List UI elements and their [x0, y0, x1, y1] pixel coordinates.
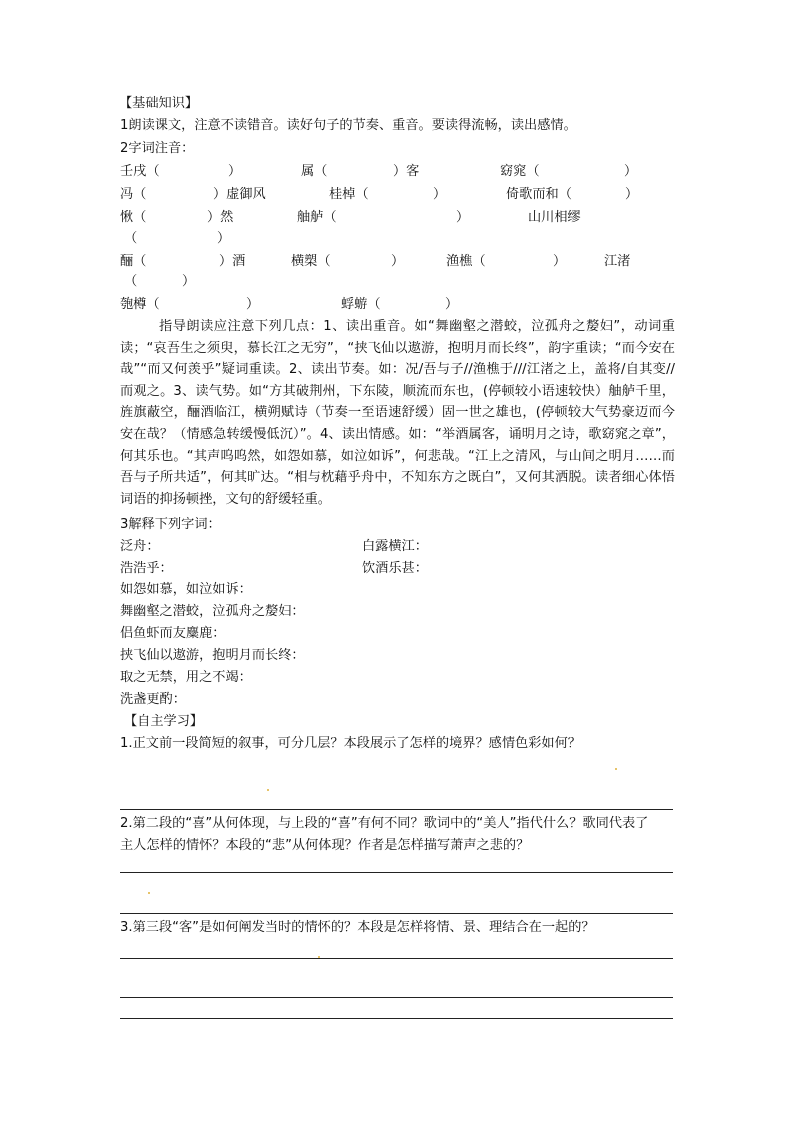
phonetic-blank: ） — [182, 274, 196, 289]
instruction-phonetic: 2字词注音： — [120, 141, 195, 156]
instruction-explain: 3解释下列字词： — [120, 517, 221, 532]
phonetic-blank: （ — [124, 274, 138, 289]
phonetic-item: ）酒 — [219, 254, 246, 269]
explain-term: 浩浩乎： — [120, 561, 173, 576]
section-heading-basic: 【基础知识】 — [119, 96, 199, 111]
explain-term: 白露横江： — [362, 539, 428, 554]
phonetic-item: 冯（ — [120, 187, 147, 202]
phonetic-item: 酾（ — [120, 254, 147, 269]
phonetic-item: 江渚 — [604, 254, 631, 269]
phonetic-item: 舳舻（ — [297, 210, 337, 225]
phonetic-blank: ） — [246, 297, 260, 312]
phonetic-item: 蜉蝣（ — [341, 297, 381, 312]
phonetic-item: 愀（ — [120, 210, 147, 225]
explain-term: 挟飞仙以遨游，抱明月而长终： — [120, 648, 305, 663]
answer-line — [120, 809, 673, 810]
phonetic-item: 横槊（ — [291, 254, 331, 269]
explain-term: 洗盏更酌： — [120, 692, 186, 707]
speck — [267, 789, 269, 791]
phonetic-item: 匏樽（ — [120, 297, 160, 312]
phonetic-item: 窈窕（ — [500, 164, 540, 179]
phonetic-blank: ） — [391, 254, 405, 269]
question-3: 3.第三段“客”是如何阐发当时的情怀的？本段是怎样将情、景、理结合在一起的？ — [120, 920, 595, 935]
instruction-reading: 1朗读课文，注意不读错音。读好句子的节奏、重音。要读得流畅，读出感情。 — [120, 118, 577, 133]
phonetic-blank: ） — [624, 164, 638, 179]
question-2: 2.第二段的“喜”从何体现，与上段的“喜”有何不同？歌词中的“美人”指代什么？歌同代表了 — [120, 816, 649, 831]
explain-term: 饮酒乐甚： — [362, 561, 428, 576]
phonetic-blank: ） — [228, 164, 242, 179]
phonetic-blank: ） — [625, 187, 639, 202]
question-1: 1.正文前一段简短的叙事，可分几层？本段展示了怎样的境界？感情色彩如何？ — [120, 736, 581, 751]
answer-line — [120, 913, 673, 914]
phonetic-item: 壬戌（ — [120, 164, 160, 179]
answer-line — [120, 872, 673, 873]
phonetic-item: 山川相缪 — [528, 210, 581, 225]
phonetic-item: 倚歌而和（ — [506, 187, 572, 202]
section-heading-self-study: 【自主学习】 — [124, 714, 204, 729]
phonetic-item: 桂棹（ — [329, 187, 369, 202]
answer-line — [120, 958, 673, 959]
phonetic-blank: ） — [217, 231, 231, 246]
phonetic-item: 属（ — [301, 164, 328, 179]
phonetic-item: ）客 — [393, 164, 420, 179]
explain-term: 侣鱼虾而友麋鹿： — [120, 626, 226, 641]
phonetic-blank: ） — [456, 210, 470, 225]
reading-guide-paragraph: 指导朗读应注意下列几点：1、读出重音。如“舞幽壑之潜蛟，泣孤舟之嫠妇”，动词重读；“哀吾生之须臾，慕长江之无穷”，“挟飞仙以遨游，抱明月而长终”，韵字重读；“而今安在哉”“而又何羡乎”疑词重读。2、读出节奏。如：况/吾与子//渔樵于///江渚之上，盖将/自其变//而观之。3、读气势。如“方其破荆州，下东陵，顺流而东也，(停顿较小语速较快）舳舻千里，旌旗蔽空，酾酒临江，横朔赋诗（节奏一至语速舒缓）固一世之雄也，(停顿较大气势豪迈而今安在哉？（情感急转缓慢低沉）”。4、读出情感。如：“举酒属客，诵明月之诗，歌窈窕之章”，何其乐也。“其声呜呜然，如怨如慕，如泣如诉”，何悲哉。“江上之清风，与山间之明月……而吾与子所共适”，何其旷达。“相与枕藉乎舟中，不知东方之既白”，又何其洒脱。读者细心体悟词语的抑扬顿挫，文句的舒缓轻重。 — [120, 319, 675, 507]
speck — [148, 892, 150, 894]
question-2-continued: 主人怎样的情怀？本段的“悲”从何体现？作者是怎样描写萧声之悲的？ — [120, 838, 530, 853]
phonetic-blank: （ — [124, 231, 138, 246]
speck — [615, 768, 617, 770]
phonetic-item: 渔樵（ — [446, 254, 486, 269]
phonetic-blank: ） — [445, 297, 459, 312]
answer-line — [120, 997, 673, 998]
phonetic-item: ）然 — [207, 210, 234, 225]
explain-term: 舞幽壑之潜蛟，泣孤舟之嫠妇： — [120, 604, 305, 619]
explain-term: 取之无禁，用之不竭： — [120, 670, 252, 685]
phonetic-blank: ） — [433, 187, 447, 202]
explain-term: 如怨如慕，如泣如诉： — [120, 582, 252, 597]
answer-line — [120, 1018, 673, 1019]
phonetic-blank: ） — [553, 254, 567, 269]
phonetic-item: ）虚御风 — [213, 187, 266, 202]
explain-term: 泛舟： — [120, 539, 160, 554]
